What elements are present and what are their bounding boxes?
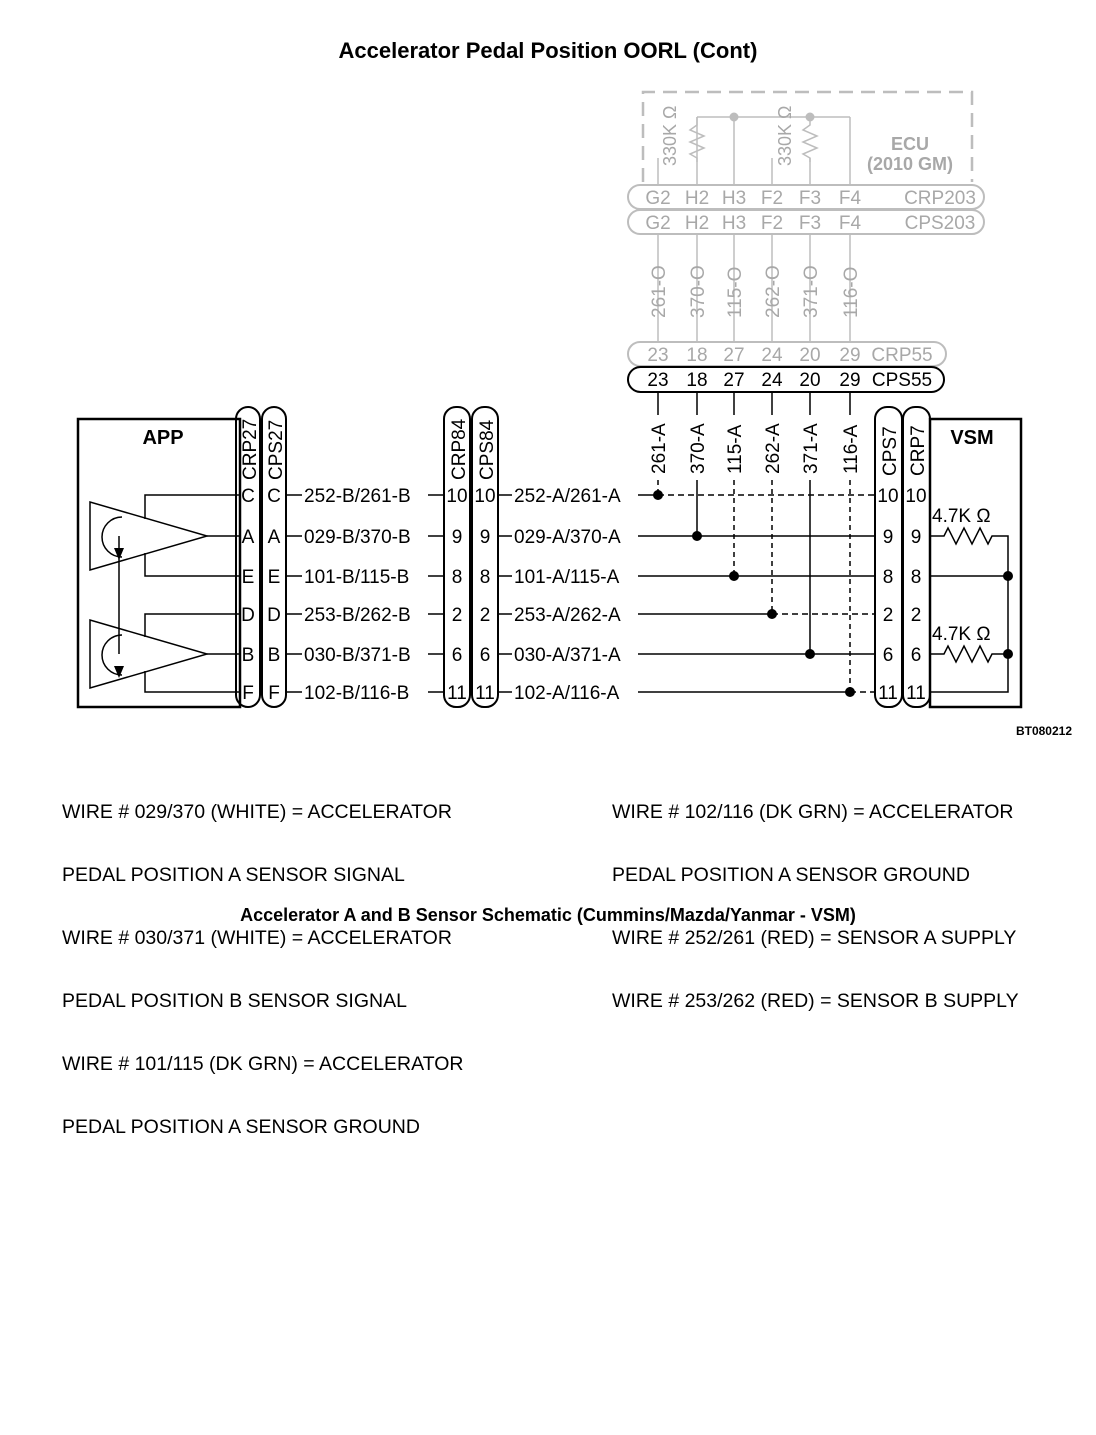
cps27-pin: C	[267, 486, 281, 507]
crp7-pin: 10	[905, 486, 927, 507]
wire-label-a: 102-A/116-A	[514, 683, 620, 704]
ecu-resistor-label: 330K Ω	[775, 105, 795, 166]
crp55-pin: 23	[647, 345, 669, 366]
crp203-pin: H2	[684, 188, 710, 209]
crp7-pin: 6	[910, 645, 922, 666]
crp203-label: CRP203	[904, 188, 976, 209]
harness-wire-label: 115-A	[725, 424, 746, 474]
wire-label-a: 030-A/371-A	[514, 645, 621, 666]
note-line: WIRE # 102/116 (DK GRN) = ACCELERATOR	[612, 801, 1014, 823]
crp7-pin: 11	[906, 683, 926, 704]
crp55-label: CRP55	[871, 345, 933, 366]
app-sensor-a	[90, 495, 240, 576]
arrow-icon	[114, 548, 124, 560]
cps84-pin: 9	[479, 527, 491, 548]
harness-wire-label: 262-A	[763, 423, 784, 474]
cps203-pin: H3	[721, 213, 747, 234]
harness-wire-label: 116-A	[841, 424, 862, 474]
cps55-pin: 23	[647, 370, 669, 391]
figure-id: BT080212	[1015, 724, 1072, 738]
cps27-pin: E	[267, 567, 281, 588]
wire-label-a: 029-A/370-A	[514, 527, 621, 548]
note-line: WIRE # 029/370 (WHITE) = ACCELERATOR	[62, 801, 452, 823]
vsm-label: VSM	[950, 427, 994, 449]
ecu-wire-label: 370-O	[688, 265, 709, 318]
crp7-pin: 9	[910, 527, 922, 548]
wire-label-b: 101-B/115-B	[304, 567, 410, 588]
crp55-pin: 20	[799, 345, 821, 366]
vsm-resistor-label: 4.7K Ω	[932, 506, 991, 527]
ecu-wire-label: 371-O	[801, 265, 822, 318]
crp27-pin: D	[241, 605, 255, 626]
note-line: WIRE # 101/115 (DK GRN) = ACCELERATOR	[62, 1053, 464, 1075]
cps7-pin: 8	[882, 567, 894, 588]
harness-wire-label: 261-A	[649, 423, 670, 474]
cps84-pin: 10	[474, 486, 496, 507]
cps84-label: CPS84	[477, 419, 498, 480]
ecu-wire-label: 262-O	[763, 265, 784, 318]
cps27-pin: A	[267, 527, 281, 548]
ecu-resistor-label: 330K Ω	[660, 105, 680, 166]
harness-wire-label: 371-A	[801, 423, 822, 474]
vsm-resistor-network	[930, 528, 1008, 692]
cps7-pin: 6	[882, 645, 894, 666]
cps84-pin: 11	[475, 683, 495, 704]
cps203-pin: F2	[760, 213, 784, 234]
note-line: WIRE # 253/262 (RED) = SENSOR B SUPPLY	[612, 990, 1019, 1012]
cps84-pin: 6	[479, 645, 491, 666]
crp84-label: CRP84	[449, 418, 470, 480]
crp27-pin: A	[241, 527, 255, 548]
crp27-pin: C	[241, 486, 255, 507]
cps203-pin: F3	[798, 213, 822, 234]
cps55-label: CPS55	[871, 370, 933, 391]
crp84-pin: 9	[451, 527, 463, 548]
crp203-pin: G2	[645, 188, 671, 209]
ecu-wire-label: 116-O	[841, 266, 862, 318]
crp84-pin: 6	[451, 645, 463, 666]
cps27-pin: F	[268, 683, 280, 704]
wire-label-a: 101-A/115-A	[514, 567, 620, 588]
junction-dot	[1003, 571, 1013, 581]
notes-right	[612, 760, 1019, 1033]
crp84-pin: 11	[447, 683, 467, 704]
cps84-pin: 8	[479, 567, 491, 588]
cps7-pin: 9	[882, 527, 894, 548]
crp27-label: CRP27	[240, 418, 261, 480]
wire-label-b: 029-B/370-B	[304, 527, 411, 548]
note-line: PEDAL POSITION A SENSOR SIGNAL	[62, 864, 405, 886]
wire-label-a: 253-A/262-A	[514, 605, 621, 626]
cps203-pin: H2	[684, 213, 710, 234]
note-line: WIRE # 030/371 (WHITE) = ACCELERATOR	[62, 927, 452, 949]
wire-label-b: 030-B/371-B	[304, 645, 411, 666]
cps27-pin: B	[267, 645, 281, 666]
wire-label-b: 252-B/261-B	[304, 486, 411, 507]
notes-left	[62, 760, 464, 1159]
crp55-pin: 24	[761, 345, 783, 366]
cps203-pin: G2	[645, 213, 671, 234]
note-line: PEDAL POSITION A SENSOR GROUND	[62, 1116, 420, 1138]
app-box	[78, 419, 240, 707]
harness-wire-label: 370-A	[688, 423, 709, 474]
crp27-pin: B	[241, 645, 255, 666]
crp203-pin: F3	[798, 188, 822, 209]
cps203-label: CPS203	[904, 213, 976, 234]
cps7-label: CPS7	[880, 426, 901, 476]
note-line: WIRE # 252/261 (RED) = SENSOR A SUPPLY	[612, 927, 1017, 949]
note-line: PEDAL POSITION A SENSOR GROUND	[612, 864, 970, 886]
app-sensor-b	[90, 536, 240, 692]
crp55-pin: 29	[839, 345, 861, 366]
arrow-icon	[114, 666, 124, 678]
note-line: PEDAL POSITION B SENSOR SIGNAL	[62, 990, 407, 1012]
vsm-resistor-label: 4.7K Ω	[932, 624, 991, 645]
page-title: Accelerator Pedal Position OORL (Cont)	[338, 38, 758, 63]
cps55-pin: 24	[761, 370, 783, 391]
cps27-label: CPS27	[266, 419, 287, 480]
ecu-model-label: (2010 GM)	[866, 154, 954, 174]
crp55-pin: 18	[686, 345, 708, 366]
cps203-pin: F4	[838, 213, 862, 234]
figure-caption: Accelerator A and B Sensor Schematic (Cummins/Mazda/Yanmar - VSM)	[240, 905, 856, 925]
cps55-pin: 20	[799, 370, 821, 391]
cps55-pin: 27	[723, 370, 745, 391]
cps7-pin: 11	[878, 683, 898, 704]
app-label: APP	[142, 427, 184, 449]
crp27-pin: F	[242, 683, 254, 704]
crp7-pin: 2	[910, 605, 922, 626]
crp7-pin: 8	[910, 567, 922, 588]
cps84-pin: 2	[479, 605, 491, 626]
crp203-pin: H3	[721, 188, 747, 209]
ecu-label: ECU	[890, 134, 930, 154]
wire-label-b: 102-B/116-B	[304, 683, 410, 704]
crp203-pin: F2	[760, 188, 784, 209]
ecu-wire-label: 115-O	[725, 266, 746, 318]
cps7-pin: 2	[882, 605, 894, 626]
wire-label-a: 252-A/261-A	[514, 486, 621, 507]
ecu-wire-label: 261-O	[649, 265, 670, 318]
junction-dot	[1003, 649, 1013, 659]
cps7-pin: 10	[877, 486, 899, 507]
crp84-pin: 8	[451, 567, 463, 588]
crp203-pin: F4	[838, 188, 862, 209]
ecu-resistor-zigzag	[803, 117, 817, 162]
cps55-pin: 18	[686, 370, 708, 391]
crp7-label: CRP7	[908, 425, 929, 476]
cps55-pin: 29	[839, 370, 861, 391]
cps27-pin: D	[267, 605, 281, 626]
crp84-pin: 2	[451, 605, 463, 626]
crp55-pin: 27	[723, 345, 745, 366]
wire-label-b: 253-B/262-B	[304, 605, 411, 626]
crp84-pin: 10	[446, 486, 468, 507]
crp27-pin: E	[241, 567, 255, 588]
